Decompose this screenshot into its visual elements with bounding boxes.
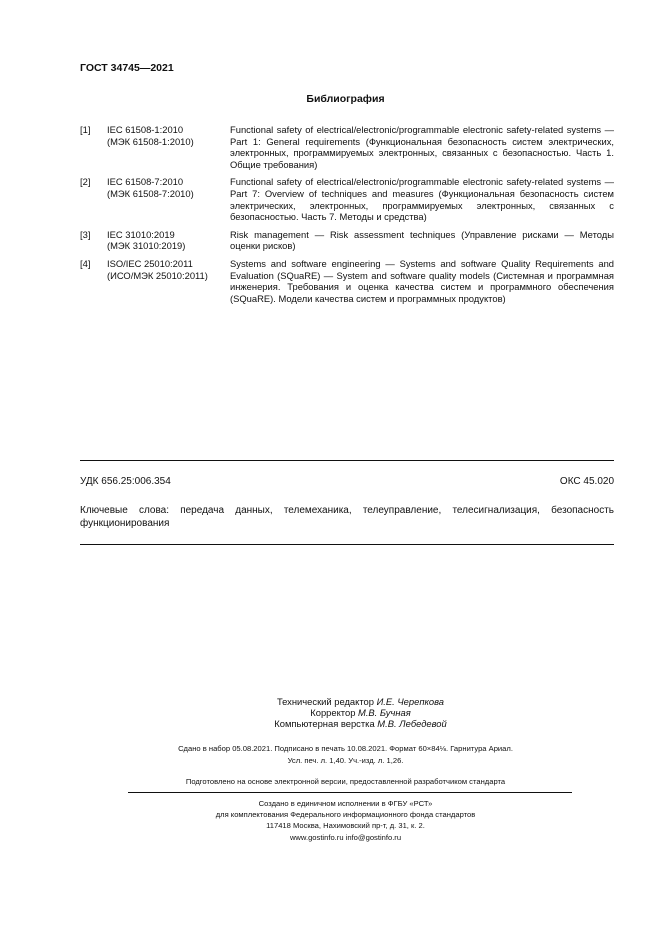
code-international: IEC 61508-7:2010: [107, 176, 184, 188]
udk-code: УДК 656.25:006.354: [80, 476, 171, 487]
bibliography-item: [80, 124, 614, 170]
bibliography-item-code: [107, 176, 230, 222]
keywords: Ключевые слова: передача данных, телемеханика, телеуправление, телесигнализация, безопасность функционирования: [80, 505, 614, 529]
code-national: (МЭК 61508-7:2010): [107, 187, 194, 199]
prepared-note: Подготовлено на основе электронной версии, предоставленной разработчиком стандарта: [185, 777, 506, 786]
bibliography-item-number: [4]: [80, 257, 91, 269]
corrector-role: Корректор: [310, 707, 356, 719]
bibliography-item: [80, 229, 614, 252]
publisher-line1: Создано в единичном исполнении в ФГБУ «РСТ»: [258, 799, 433, 808]
code-international: IEC 61508-1:2010: [107, 124, 184, 135]
bibliography-item-number: [2]: [80, 176, 91, 188]
bibliography-item-number: [3]: [80, 228, 91, 240]
bibliography-item-description: Systems and software engineering — Systems and software Quality Requirements and Evaluation (SQuaRE) — System and software quality models (Системная и программная инженерия. Требования и оценка качества систем и программного обеспечения (SQuaRE). Модели качества систем и программных продуктов): [230, 257, 614, 304]
code-international: IEC 31010:2019: [107, 228, 175, 240]
layout-name: М.В. Лебедевой: [377, 718, 447, 730]
divider-top: [80, 460, 614, 461]
code-national: (МЭК 61508-1:2010): [107, 135, 194, 147]
bibliography-item: [80, 258, 614, 304]
print-info-line2: Усл. печ. л. 1,40. Уч.-изд. л. 1,26.: [287, 755, 404, 765]
tech-editor-line: [60, 696, 661, 707]
tech-editor-name: И.Е. Черепкова: [376, 696, 445, 707]
corrector-name: М.В. Бучная: [358, 707, 411, 719]
divider-publisher: [128, 792, 572, 793]
print-info: [0, 743, 661, 766]
bibliography-title: Библиография: [306, 93, 385, 105]
staff-credits: [0, 696, 661, 730]
bibliography-item-description: Functional safety of electrical/electronic/programmable electronic safety-related systems — Part 7: Overview of techniques and measures (Функциональная безопасность систем электрических, электронных, программируемых электронных, связанных с безопасностью. Часть 7. Методы и средства): [230, 176, 614, 223]
bibliography-list: [80, 124, 614, 310]
publisher-line2: для комплектования Федерального информационного фонда стандартов: [215, 810, 476, 820]
layout-line: [60, 718, 661, 729]
bibliography-item: [80, 176, 614, 222]
bibliography-item-code: [107, 258, 230, 304]
publisher-info: [0, 798, 661, 843]
divider-bottom: [80, 544, 614, 545]
tech-editor-role: Технический редактор: [276, 696, 374, 707]
bibliography-item-description: Risk management — Risk assessment techniques (Управление рисками — Методы оценки рисков): [230, 228, 614, 252]
bibliography-item-description: Functional safety of electrical/electronic/programmable electronic safety-related systems — Part 1: General requirements (Функциональная безопасность систем электрических, электронных, программируемых электронных, связанных с безопасностью. Часть 1. Общие требования): [230, 124, 614, 170]
standard-number: ГОСТ 34745—2021: [80, 62, 174, 74]
code-national: (МЭК 31010:2019): [107, 240, 186, 252]
oks-code: ОКС 45.020: [559, 476, 614, 487]
layout-role: Компьютерная верстка: [274, 718, 375, 730]
corrector-line: [60, 707, 661, 718]
code-international: ISO/IEC 25010:2011: [107, 257, 193, 269]
publisher-address: 117418 Москва, Нахимовский пр-т, д. 31, к. 2.: [266, 821, 425, 831]
bibliography-item-code: [107, 229, 230, 252]
publisher-contacts: www.gostinfo.ru info@gostinfo.ru: [289, 832, 402, 842]
bibliography-item-code: [107, 124, 230, 170]
print-info-line1: Сдано в набор 05.08.2021. Подписано в печать 10.08.2021. Формат 60×84⅛. Гарнитура Ариал.: [178, 744, 513, 753]
code-national: (ИСО/МЭК 25010:2011): [107, 269, 208, 281]
bibliography-item-number: [1]: [80, 124, 91, 135]
